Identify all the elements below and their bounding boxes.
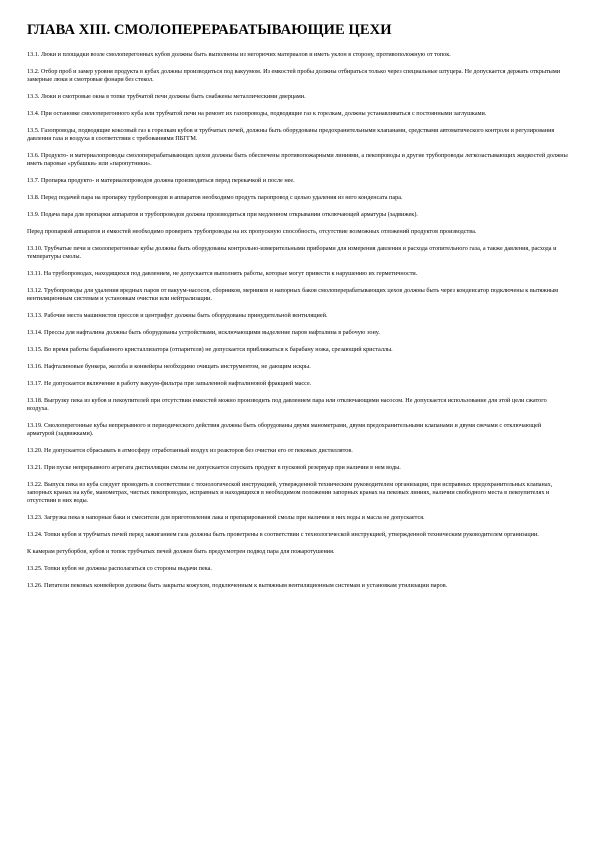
paragraph: 13.6. Продукто- и материалопроводы смолоперерабатывающих цехов должны быть обеспечены противопожарными линиями, а пекопроводы и другие трубопроводы легкозастывающих жидкостей должны иметь паровые «рубашки» или «паропутники». (27, 152, 568, 168)
paragraph: 13.21. При пуске непрерывного агрегата дистилляции смолы не допускается спускать продукт в пусковой резервуар при наличии в нем воды. (27, 463, 401, 471)
paragraph: 13.11. На трубопроводах, находящихся под давлением, не допускается выполнять работы, которые могут привести к нарушению их герметичности. (27, 269, 418, 277)
paragraph: 13.22. Выпуск пека из куба следует проводить в соответствии с технологической инструкцией, утвержденной техническим руководителем организации, при исправных предохранительных клапанах, запорных кранах на кубе, манометрах, чистых пекопроводах, исправных и находящихся в необходимом положении запорных кранах на пековых линиях, наличии свободного места в пекоупителях и отсутствии в них воды. (27, 480, 553, 505)
paragraph: 13.9. Подача пара для пропарки аппаратов и трубопроводов должна производиться при медленном открывании отключающей арматуры (задвижек). (27, 211, 418, 219)
paragraph: 13.24. Топки кубов и трубчатых печей перед зажиганием газа должны быть проветрены в соответствии с технологической инструкцией, утвержденной техническим руководителем организации. (27, 531, 539, 539)
paragraph: 13.10. Трубчатые печи и смолоперегонные кубы должны быть оборудованы контрольно-измерительными приборами для измерения давления и расхода отопительного газа, а также давления, расхода и температуры смолы. (27, 244, 557, 261)
paragraph: Перед пропаркой аппаратов и емкостей необходимо проверить трубопроводы на их пропускную способность, отсутствие возможных отложений продуктов производства. (27, 227, 477, 235)
paragraph: 13.26. Питатели пековых конвейеров должны быть закрыты кожухом, подключенным к вытяжным вентиляционным системам и установкам утилизации паров. (27, 581, 448, 589)
paragraph: 13.25. Топки кубов не должны располагаться со стороны выдачи пека. (27, 564, 212, 572)
paragraph: 13.23. Загрузка пека в напорные баки и смесители для приготовления лака и препарированной смолы при наличии в них воды и масла не допускается. (27, 514, 425, 522)
paragraph: 13.2. Отбор проб и замер уровня продукта в кубах должны производиться под вакуумом. Из емкостей пробы должны отбираться только через специальные штуцера. Не допускается держать открытыми замерные люки и смотровые фонари без стекол. (27, 67, 561, 84)
paragraph: 13.7. Пропарка продукто- и материалопроводов должна производиться перед перекачкой и после нее. (27, 177, 295, 185)
paragraph: 13.19. Смолоперегонные кубы непрерывного и периодического действия должны быть оборудованы двумя манометрами, двумя предохранительными клапанами и двумя свечами с отключающей арматурой (задвижками). (27, 421, 542, 437)
paragraph: 13.18. Выгрузку пека из кубов и пекоупителей при отсутствии емкостей можно производить под давлением пара или отключающими насосом. Не допускается использование для этой цели сжатого воздуха. (27, 396, 547, 412)
document-body (27, 51, 569, 590)
paragraph: 13.12. Трубопроводы для удаления вредных паров от вакуум-насосов, сборников, мерников и напорных баков смолоперерабатывающих цехов должны быть через конденсатор подключены к вытяжным вентиляционным системам и установкам очистки или нейтрализации. (27, 286, 559, 303)
paragraph: 13.15. Во время работы барабанного кристаллизатора (отпарителя) не допускается приближаться к барабану ножа, срезающий кристаллы. (27, 345, 393, 353)
page-title: ГЛАВА XIII. СМОЛОПЕРЕРАБАТЫВАЮЩИЕ ЦЕХИ (27, 22, 392, 38)
paragraph: 13.3. Люки и смотровые окна в топке трубчатой печи должны быть снабжены металлическими дверцами. (27, 93, 306, 101)
paragraph: 13.4. При остановке смолоперегонного куба или трубчатой печи на ремонт их газопроводы, подводящие газ к горелкам, должны устанавливаться с постоянными заглушками. (27, 109, 487, 117)
paragraph: 13.8. Перед подачей пара на пропарку трубопроводов и аппаратов необходимо продуть паропровод с целью удаления из него конденсата пара. (27, 194, 403, 202)
paragraph: 13.5. Газопроводы, подводящие коксовый газ к горелкам кубов и трубчатых печей, должны быть оборудованы предохранительными клапанами, средствами автоматического контроля и регулирования давления газа и воздуха в соответствии с требованиями ПБГГМ. (27, 126, 555, 143)
paragraph: 13.1. Люки и площадки возле смолоперегонных кубов должны быть выполнены из негорючих материалов и иметь уклон в сторону, противоположную от топок. (27, 51, 451, 58)
paragraph: К камерам ретуборбов, кубов и топок трубчатых печей должен быть предусмотрен подвод пара для пожаротушения. (27, 547, 335, 555)
paragraph: 13.20. Не допускается сбрасывать в атмосферу отработанный воздух из реакторов без очистки его от пековых дистиллятов. (27, 446, 353, 454)
paragraph: 13.14. Прессы для нафталина должны быть оборудованы устройствами, исключающими выделение паров нафталина в рабочую зону. (27, 328, 380, 336)
paragraph: 13.13. Рабочие места машинистов прессов и центрифуг должны быть оборудованы принудительной вентиляцией. (27, 312, 328, 320)
paragraph: 13.17. Не допускается включение в работу вакуум-фильтра при запыленной нафталиновой фракцией массе. (27, 379, 312, 387)
paragraph: 13.16. Нафталиновые бункера, желоба и конвейеры необходимо очищать инструментом, не дающим искры. (27, 362, 311, 370)
